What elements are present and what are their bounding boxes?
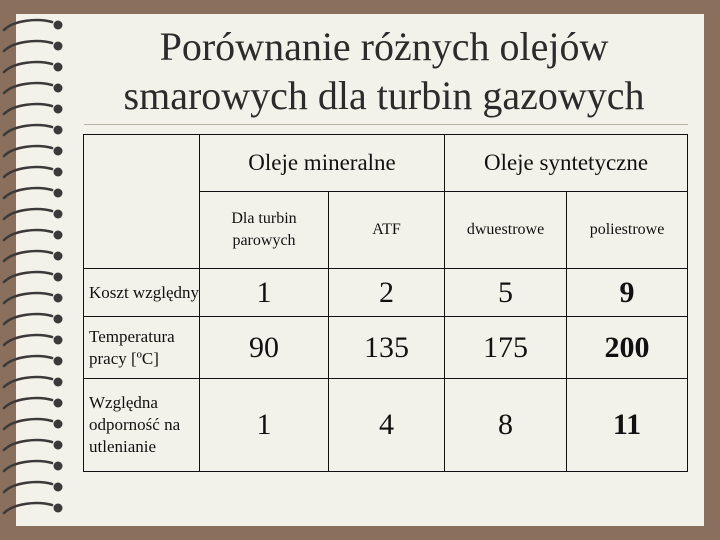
binding-hole (54, 210, 63, 219)
subheader-atf: ATF (329, 192, 445, 269)
table-cell: 1 (200, 379, 329, 472)
binding-hole (54, 273, 63, 282)
spiral-binding (0, 0, 80, 540)
binding-hole (54, 252, 63, 261)
binding-ring (4, 125, 52, 135)
binding-ring (4, 377, 52, 387)
binding-ring (4, 293, 52, 303)
binding-hole (54, 294, 63, 303)
table-cell: 9 (567, 269, 688, 317)
title-divider (84, 124, 688, 125)
binding-hole (54, 147, 63, 156)
binding-hole (54, 84, 63, 93)
title-line-1: Porównanie różnych olejów (159, 24, 609, 69)
binding-hole (54, 105, 63, 114)
table-cell: 90 (200, 317, 329, 379)
binding-ring (4, 356, 52, 366)
group-header-row (84, 135, 688, 192)
binding-hole (54, 420, 63, 429)
row-label-temperature: Temperatura pracy [ºC] (84, 317, 200, 379)
binding-ring (4, 83, 52, 93)
binding-ring (4, 398, 52, 408)
binding-hole (54, 504, 63, 513)
binding-hole (54, 21, 63, 30)
corner-cell (84, 135, 200, 269)
binding-ring (4, 314, 52, 324)
table-cell: 8 (445, 379, 567, 472)
binding-ring (4, 209, 52, 219)
binding-hole (54, 357, 63, 366)
binding-ring (4, 503, 52, 513)
binding-ring (4, 419, 52, 429)
binding-ring (4, 272, 52, 282)
subheader-diester: dwuestrowe (445, 192, 567, 269)
binding-hole (54, 441, 63, 450)
binding-ring (4, 482, 52, 492)
binding-ring (4, 335, 52, 345)
binding-hole (54, 378, 63, 387)
binding-ring (4, 230, 52, 240)
binding-ring (4, 440, 52, 450)
binding-hole (54, 189, 63, 198)
title-line-2: smarowych dla turbin gazowych (123, 73, 645, 118)
binding-ring (4, 146, 52, 156)
binding-ring (4, 188, 52, 198)
table-row (84, 269, 688, 317)
table-row (84, 317, 688, 379)
table-cell: 135 (329, 317, 445, 379)
binding-ring (4, 461, 52, 471)
binding-hole (54, 483, 63, 492)
table-cell: 200 (567, 317, 688, 379)
subheader-polyester: poliestrowe (567, 192, 688, 269)
group-header-mineral: Oleje mineralne (200, 135, 445, 192)
row-label-cost: Koszt względny (84, 269, 200, 317)
binding-hole (54, 462, 63, 471)
binding-hole (54, 315, 63, 324)
subheader-steam-turbines: Dla turbin parowych (200, 192, 329, 269)
table-cell: 1 (200, 269, 329, 317)
binding-ring (4, 20, 52, 30)
group-header-synthetic: Oleje syntetyczne (445, 135, 688, 192)
table-cell: 175 (445, 317, 567, 379)
binding-hole (54, 231, 63, 240)
oil-comparison-table (83, 134, 688, 472)
row-label-oxidation: Względna odporność na utlenianie (84, 379, 200, 472)
table-row (84, 379, 688, 472)
binding-ring (4, 251, 52, 261)
table-cell: 4 (329, 379, 445, 472)
binding-ring (4, 104, 52, 114)
binding-hole (54, 168, 63, 177)
table-cell: 5 (445, 269, 567, 317)
binding-hole (54, 126, 63, 135)
binding-hole (54, 399, 63, 408)
binding-hole (54, 42, 63, 51)
binding-ring (4, 62, 52, 72)
binding-hole (54, 336, 63, 345)
table-cell: 2 (329, 269, 445, 317)
binding-ring (4, 167, 52, 177)
binding-ring (4, 41, 52, 51)
binding-hole (54, 63, 63, 72)
table-cell: 11 (567, 379, 688, 472)
slide-title (84, 22, 684, 120)
